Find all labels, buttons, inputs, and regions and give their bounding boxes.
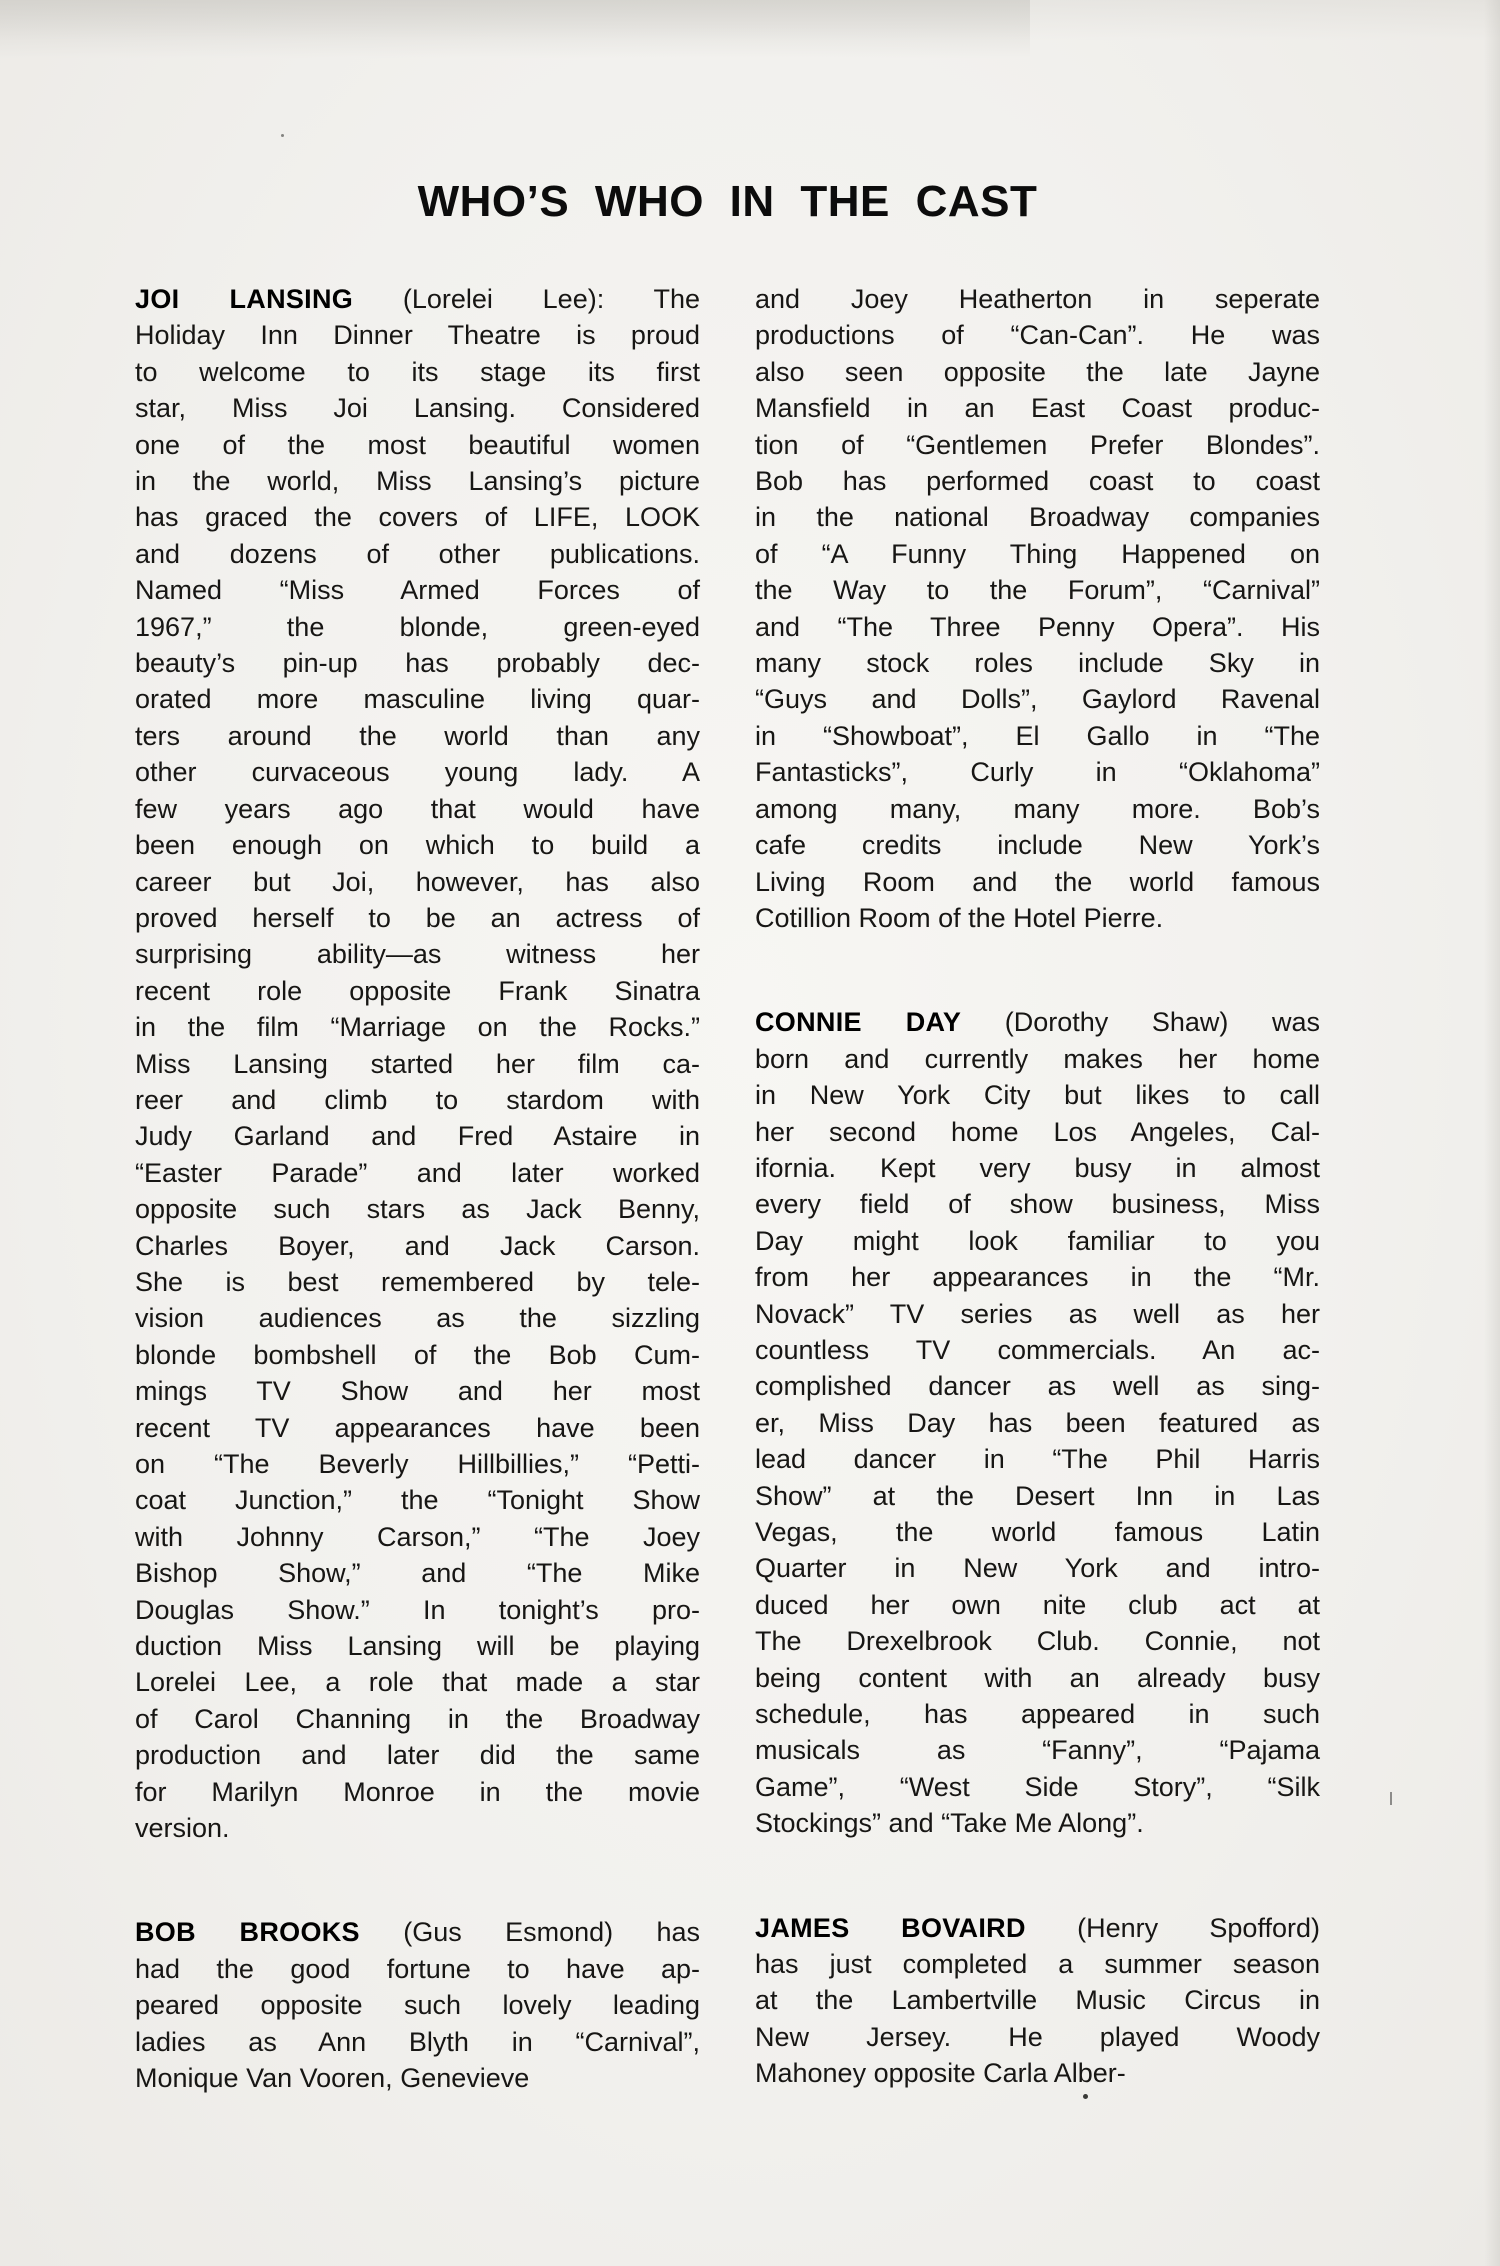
text-line: tion of “Gentlemen Prefer Blondes”. bbox=[755, 429, 1320, 460]
text-line: musicals as “Fanny”, “Pajama bbox=[755, 1735, 1320, 1766]
text-line: star, Miss Joi Lansing. Considered bbox=[135, 393, 700, 424]
text-line: recent role opposite Frank Sinatra bbox=[135, 975, 700, 1006]
scan-right-edge-shadow bbox=[1484, 0, 1500, 2266]
text-line: BOB BROOKS (Gus Esmond) has bbox=[135, 1917, 700, 1948]
page-title: WHO’S WHO IN THE CAST bbox=[417, 177, 1038, 226]
text-line: in the world, Miss Lansing’s picture bbox=[135, 466, 700, 497]
text-line: Fantasticks”, Curly in “Oklahoma” bbox=[755, 757, 1320, 788]
text-line: lead dancer in “The Phil Harris bbox=[755, 1444, 1320, 1475]
text-line: reer and climb to stardom with bbox=[135, 1084, 700, 1115]
text-line: JAMES BOVAIRD (Henry Spofford) bbox=[755, 1912, 1320, 1943]
text-line: Day might look familiar to you bbox=[755, 1225, 1320, 1256]
text-line: Lorelei Lee, a role that made a star bbox=[135, 1667, 700, 1698]
text-line: Game”, “West Side Story”, “Silk bbox=[755, 1771, 1320, 1802]
text-line: every field of show business, Miss bbox=[755, 1189, 1320, 1220]
cast-name: JAMES BOVAIRD bbox=[755, 1912, 1026, 1943]
text-line: one of the most beautiful women bbox=[135, 429, 700, 460]
text-columns bbox=[135, 281, 1320, 2097]
text-line: and “The Three Penny Opera”. His bbox=[755, 611, 1320, 642]
text-line: with Johnny Carson,” “The Joey bbox=[135, 1521, 700, 1552]
text-line: proved herself to be an actress of bbox=[135, 902, 700, 933]
text-line: recent TV appearances have been bbox=[135, 1412, 700, 1443]
cast-bio-paragraph bbox=[755, 1004, 1320, 1841]
text-line: cafe credits include New York’s bbox=[755, 830, 1320, 861]
text-line: “Guys and Dolls”, Gaylord Ravenal bbox=[755, 684, 1320, 715]
text-line: beauty’s pin-up has probably dec- bbox=[135, 648, 700, 679]
cast-name: CONNIE DAY bbox=[755, 1007, 962, 1038]
text-line: has graced the covers of LIFE, LOOK bbox=[135, 502, 700, 533]
text-line: ladies as Ann Blyth in “Carnival”, bbox=[135, 2026, 700, 2057]
text-line: in “Showboat”, El Gallo in “The bbox=[755, 720, 1320, 751]
text-line: surprising ability—as witness her bbox=[135, 939, 700, 970]
text-line: Vegas, the world famous Latin bbox=[755, 1517, 1320, 1547]
cast-bio-paragraph bbox=[755, 1910, 1320, 2092]
scan-artifact-tick bbox=[1390, 1792, 1392, 1805]
text-line: “Easter Parade” and later worked bbox=[135, 1157, 700, 1188]
text-line: Bishop Show,” and “The Mike bbox=[135, 1558, 700, 1589]
text-line: opposite such stars as Jack Benny, bbox=[135, 1194, 700, 1225]
text-line: being content with an already busy bbox=[755, 1662, 1320, 1693]
text-line: to welcome to its stage its first bbox=[135, 356, 700, 387]
text-line: in New York City but likes to call bbox=[755, 1080, 1320, 1111]
text-line: JOI LANSING (Lorelei Lee): The bbox=[135, 284, 700, 314]
cast-name: JOI LANSING bbox=[135, 284, 354, 314]
text-line: of “A Funny Thing Happened on bbox=[755, 538, 1320, 569]
text-line: had the good fortune to have ap- bbox=[135, 1953, 700, 1984]
text-line: few years ago that would have bbox=[135, 793, 700, 824]
left-column bbox=[135, 281, 700, 2097]
text-line: blonde bombshell of the Bob Cum- bbox=[135, 1339, 700, 1370]
text-line: in the film “Marriage on the Rocks.” bbox=[135, 1012, 700, 1043]
text-line: Show” at the Desert Inn in Las bbox=[755, 1480, 1320, 1511]
text-line: on “The Beverly Hillbillies,” “Petti- bbox=[135, 1449, 700, 1479]
cast-bio-paragraph bbox=[135, 1914, 700, 2096]
text-line: productions of “Can-Can”. He was bbox=[755, 320, 1320, 351]
text-line: for Marilyn Monroe in the movie bbox=[135, 1776, 700, 1807]
text-line: has just completed a summer season bbox=[755, 1949, 1320, 1980]
text-line: at the Lambertville Music Circus in bbox=[755, 1985, 1320, 2016]
text-line: Douglas Show.” In tonight’s pro- bbox=[135, 1594, 700, 1625]
text-line: complished dancer as well as sing- bbox=[755, 1371, 1320, 1402]
text-line: also seen opposite the late Jayne bbox=[755, 356, 1320, 387]
text-line: from her appearances in the “Mr. bbox=[755, 1262, 1320, 1293]
text-line: Holiday Inn Dinner Theatre is proud bbox=[135, 320, 700, 351]
text-line: Named “Miss Armed Forces of bbox=[135, 575, 700, 606]
text-line: duction Miss Lansing will be playing bbox=[135, 1631, 700, 1662]
text-line: ifornia. Kept very busy in almost bbox=[755, 1152, 1320, 1183]
text-line: countless TV commercials. An ac- bbox=[755, 1334, 1320, 1365]
text-line: and Joey Heatherton in seperate bbox=[755, 284, 1320, 314]
text-line: version. bbox=[135, 1813, 230, 1844]
text-line: been enough on which to build a bbox=[135, 830, 700, 861]
text-line: 1967,” the blonde, green-eyed bbox=[135, 611, 700, 642]
text-line: Stockings” and “Take Me Along”. bbox=[755, 1808, 1144, 1839]
text-line: orated more masculine living quar- bbox=[135, 684, 700, 715]
text-line: She is best remembered by tele- bbox=[135, 1266, 700, 1297]
text-line: her second home Los Angeles, Cal- bbox=[755, 1116, 1320, 1147]
text-line: among many, many more. Bob’s bbox=[755, 793, 1320, 824]
text-line: mings TV Show and her most bbox=[135, 1376, 700, 1407]
scan-top-shade-left bbox=[0, 0, 1030, 58]
text-line: CONNIE DAY (Dorothy Shaw) was bbox=[755, 1007, 1320, 1038]
cast-bio-paragraph bbox=[135, 281, 700, 1846]
text-line: of Carol Channing in the Broadway bbox=[135, 1703, 700, 1734]
text-line: ters around the world than any bbox=[135, 720, 700, 751]
text-line: Living Room and the world famous bbox=[755, 866, 1320, 897]
text-line: Miss Lansing started her film ca- bbox=[135, 1048, 700, 1079]
text-line: New Jersey. He played Woody bbox=[755, 2021, 1320, 2052]
text-line: The Drexelbrook Club. Connie, not bbox=[755, 1626, 1320, 1657]
text-line: Mahoney opposite Carla Alber- bbox=[755, 2058, 1126, 2089]
text-line: schedule, has appeared in such bbox=[755, 1699, 1320, 1730]
text-line: Novack” TV series as well as her bbox=[755, 1298, 1320, 1329]
text-line: many stock roles include Sky in bbox=[755, 648, 1320, 679]
text-line: er, Miss Day has been featured as bbox=[755, 1407, 1320, 1438]
text-line: Judy Garland and Fred Astaire in bbox=[135, 1121, 700, 1152]
text-line: born and currently makes her home bbox=[755, 1043, 1320, 1074]
text-line: vision audiences as the sizzling bbox=[135, 1303, 700, 1334]
text-line: Bob has performed coast to coast bbox=[755, 466, 1320, 497]
text-line: Charles Boyer, and Jack Carson. bbox=[135, 1230, 700, 1261]
text-line: production and later did the same bbox=[135, 1740, 700, 1771]
text-line: Mansfield in an East Coast produc- bbox=[755, 393, 1320, 424]
text-line: other curvaceous young lady. A bbox=[135, 757, 700, 788]
text-line: the Way to the Forum”, “Carnival” bbox=[755, 575, 1320, 606]
text-line: Monique Van Vooren, Genevieve bbox=[135, 2063, 530, 2094]
scan-artifact-dot bbox=[281, 134, 284, 137]
right-column bbox=[755, 281, 1320, 2092]
cast-name: BOB BROOKS bbox=[135, 1917, 360, 1948]
text-line: and dozens of other publications. bbox=[135, 538, 700, 569]
cast-bio-paragraph bbox=[755, 281, 1320, 936]
text-line: coat Junction,” the “Tonight Show bbox=[135, 1485, 700, 1516]
text-line: Cotillion Room of the Hotel Pierre. bbox=[755, 902, 1164, 933]
text-line: peared opposite such lovely leading bbox=[135, 1990, 700, 2021]
text-line: career but Joi, however, has also bbox=[135, 866, 700, 897]
scan-artifact-dot bbox=[1083, 2094, 1088, 2099]
text-line: Quarter in New York and intro- bbox=[755, 1553, 1320, 1584]
text-line: duced her own nite club act at bbox=[755, 1589, 1320, 1620]
text-line: in the national Broadway companies bbox=[755, 502, 1320, 533]
